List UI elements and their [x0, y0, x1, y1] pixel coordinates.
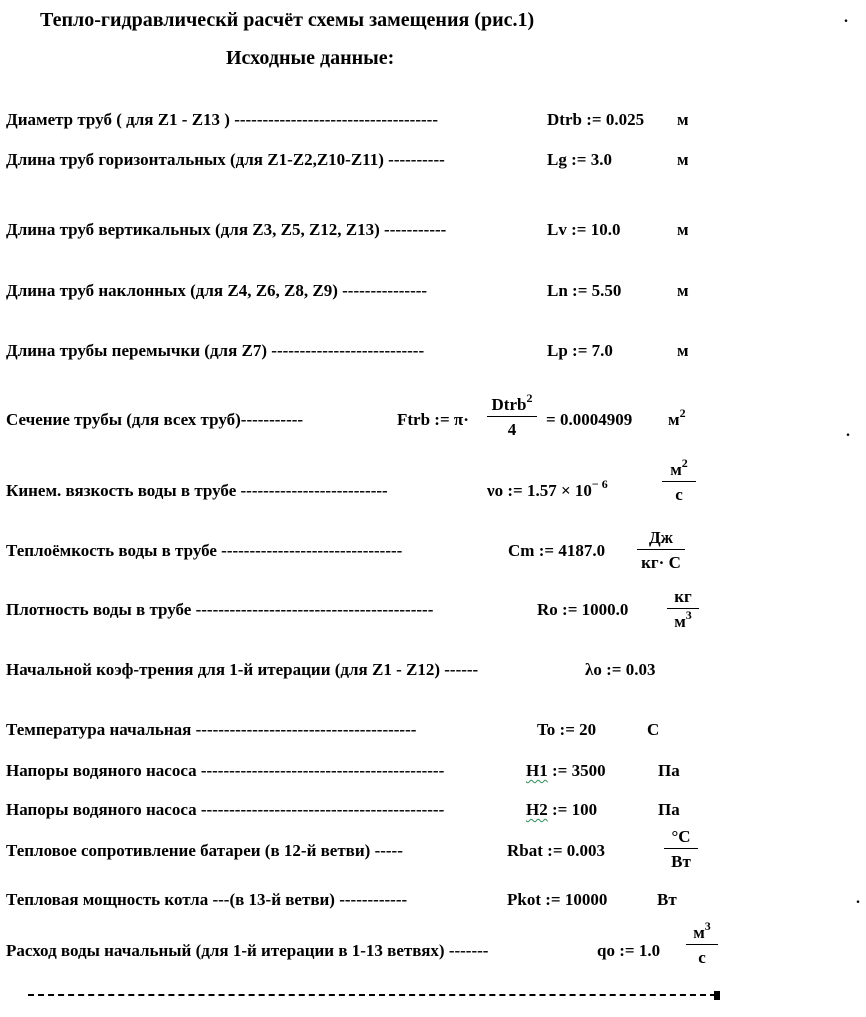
unit-numerator: °C — [671, 827, 691, 846]
var-value: 1000.0 — [581, 600, 629, 619]
math-region-ro[interactable] — [537, 601, 628, 618]
row-label: Длина труб горизонтальных (для Z1-Z2,Z10-Z11) ---------- — [6, 150, 445, 169]
var-value: 3500 — [571, 761, 606, 780]
assign-op: := — [545, 890, 561, 909]
exponent: 2 — [526, 391, 533, 405]
math-region-pkot[interactable] — [507, 891, 607, 908]
numerator: Dtrb — [491, 395, 527, 414]
row-label: Длина труб наклонных (для Z4, Z6, Z8, Z9) --------------- — [6, 281, 428, 300]
math-region-lg[interactable] — [547, 151, 612, 168]
unit-fraction — [664, 828, 698, 870]
row-label: Плотность воды в трубе ------------------------------------------ — [6, 600, 434, 619]
math-region-nuo[interactable] — [487, 477, 608, 500]
region-boundary-marker[interactable] — [714, 991, 720, 1000]
assign-op: := — [551, 800, 568, 819]
row-label: Кинем. вязкость воды в трубе -------------------------- — [6, 481, 388, 500]
var-value: 3.0 — [590, 150, 612, 169]
assign-op: := — [562, 600, 578, 619]
var-value: 1.57 × 10 — [526, 481, 592, 500]
unit-numerator: кг — [674, 587, 692, 606]
assign-op: := — [619, 941, 635, 960]
row-label: Температура начальная --------------------------------------- — [6, 720, 417, 739]
math-region-lambda[interactable] — [585, 661, 655, 678]
unit-fraction — [686, 919, 718, 967]
row-label: Теплоёмкость воды в трубе -------------------------------- — [6, 541, 403, 560]
exponent: − 6 — [591, 477, 608, 491]
assign-op: := — [571, 220, 587, 239]
row-label: Начальной коэф-трения для 1-й итерации (для Z1 - Z12) ------ — [6, 660, 479, 679]
region-marker: . — [844, 9, 848, 26]
unit: м — [677, 281, 689, 300]
unit: м — [677, 110, 689, 129]
unit-exponent: 2 — [679, 406, 686, 420]
unit-fraction — [662, 456, 696, 504]
var-name: Dtrb — [547, 110, 582, 129]
var-name: Ln — [547, 281, 568, 300]
section-heading: Исходные данные: — [226, 47, 395, 69]
var-name: To — [537, 720, 556, 739]
var-value: 10000 — [564, 890, 608, 909]
row-label: Длина трубы перемычки (для Z7) --------------------------- — [6, 341, 425, 360]
var-name: νo — [487, 481, 504, 500]
math-region-dtrb[interactable] — [547, 111, 644, 128]
unit: Вт — [657, 890, 677, 909]
assign-op: := — [572, 281, 588, 300]
unit-fraction — [637, 529, 685, 571]
assign-op: := — [547, 841, 563, 860]
unit-denominator: Вт — [671, 852, 691, 871]
var-name: qo — [597, 941, 615, 960]
var-name: Ftrb — [397, 410, 431, 429]
denominator: 4 — [507, 420, 517, 439]
var-name: Cm — [508, 541, 535, 560]
math-region-h1[interactable] — [526, 762, 606, 779]
math-region-to[interactable] — [537, 721, 596, 738]
math-region-lp[interactable] — [547, 342, 613, 359]
var-value: 20 — [579, 720, 597, 739]
unit: м — [677, 341, 689, 360]
region-marker: . — [856, 890, 860, 907]
row-label: Тепловая мощность котла ---(в 13-й ветви) ------------ — [6, 890, 408, 909]
var-value: 0.03 — [625, 660, 656, 679]
row-label: Диаметр труб ( для Z1 - Z13 ) ------------------------------------ — [6, 110, 438, 129]
unit-exponent: 3 — [685, 608, 692, 622]
var-name: λo — [585, 660, 602, 679]
var-value: 10.0 — [590, 220, 621, 239]
unit: С — [647, 720, 660, 739]
unit: м — [677, 220, 689, 239]
row-label: Напоры водяного насоса ------------------------------------------- — [6, 800, 445, 819]
var-value: 100 — [571, 800, 598, 819]
math-region-ftrb-rhs[interactable] — [546, 411, 632, 428]
assign-op: := — [538, 541, 555, 560]
var-name: Lv — [547, 220, 567, 239]
var-name: Lp — [547, 341, 568, 360]
var-value: 7.0 — [591, 341, 613, 360]
row-label: Длина труб вертикальных (для Z3, Z5, Z12, Z13) ----------- — [6, 220, 447, 239]
var-value: 0.003 — [566, 841, 606, 860]
var-name: Pkot — [507, 890, 541, 909]
unit-denominator: с — [698, 948, 706, 967]
math-region-ftrb-lhs[interactable] — [397, 411, 469, 428]
var-value: 1.0 — [638, 941, 661, 960]
var-value: 0.025 — [605, 110, 645, 129]
unit-numerator: Дж — [648, 528, 674, 547]
unit-denominator: м — [674, 612, 686, 631]
var-name: H2 — [526, 800, 548, 819]
page-title: Тепло-гидравлическй расчёт схемы замещения (рис.1) — [40, 9, 535, 31]
unit-numerator: м — [693, 923, 705, 942]
assign-op: := — [559, 720, 575, 739]
assign-op: := — [606, 660, 622, 679]
assign-op: := — [434, 410, 450, 429]
assign-op: := — [586, 110, 602, 129]
assign-op: := — [572, 341, 588, 360]
pi-symbol: π· — [453, 410, 469, 429]
math-region-lv[interactable] — [547, 221, 620, 238]
assign-op: := — [507, 481, 523, 500]
equals-op: = — [546, 410, 556, 429]
unit-exponent: 2 — [681, 456, 688, 470]
var-value: 5.50 — [591, 281, 622, 300]
math-region-cm[interactable] — [508, 542, 605, 559]
math-region-h2[interactable] — [526, 801, 597, 818]
row-label: Напоры водяного насоса ------------------------------------------- — [6, 761, 445, 780]
assign-op: := — [551, 761, 568, 780]
var-name: Ro — [537, 600, 558, 619]
assign-op: := — [571, 150, 587, 169]
var-value: 4187.0 — [558, 541, 606, 560]
fraction-dtrb-sq-over-4 — [487, 391, 537, 439]
row-label: Расход воды начальный (для 1-й итерации в 1-13 ветвях) ------- — [6, 941, 489, 960]
math-region-rbat[interactable] — [507, 842, 605, 859]
region-boundary-line — [28, 994, 716, 996]
var-name: Lg — [547, 150, 567, 169]
unit-denominator: кг· С — [641, 553, 681, 572]
unit-exponent: 3 — [704, 919, 711, 933]
unit: Па — [658, 800, 680, 819]
unit-fraction — [667, 588, 699, 630]
var-name: Rbat — [507, 841, 543, 860]
var-value: 0.0004909 — [559, 410, 633, 429]
region-marker: . — [846, 423, 850, 440]
unit: Па — [658, 761, 680, 780]
unit-denominator: с — [675, 485, 683, 504]
row-label: Тепловое сопротивление батареи (в 12-й ветви) ----- — [6, 841, 403, 860]
math-region-ln[interactable] — [547, 282, 621, 299]
row-label: Сечение трубы (для всех труб)----------- — [6, 410, 304, 429]
unit-numerator: м — [670, 460, 682, 479]
unit: м — [677, 150, 689, 169]
var-name: H1 — [526, 761, 548, 780]
math-region-qo[interactable] — [597, 942, 660, 959]
unit: $м^2$ — [668, 406, 686, 429]
